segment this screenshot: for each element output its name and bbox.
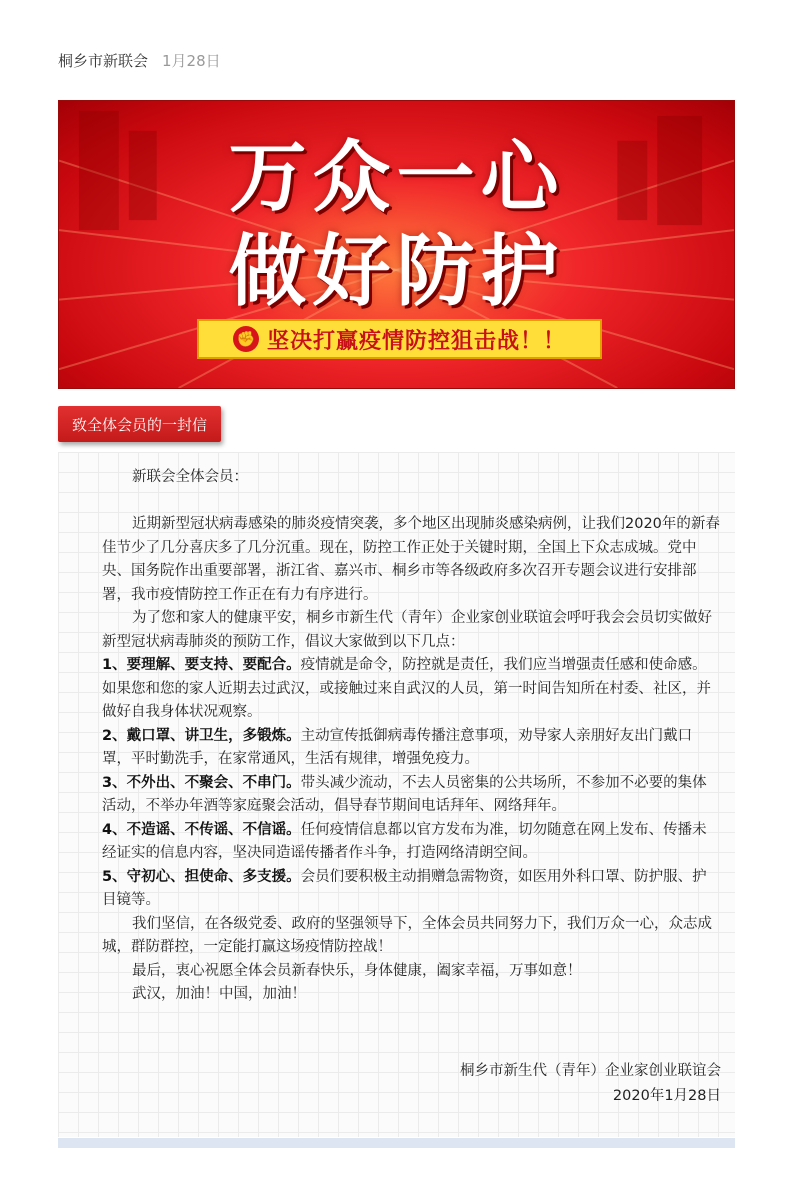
banner-slogan-bar <box>197 319 602 359</box>
banner-title-line2: 做好防护 <box>228 227 565 317</box>
point-heading: 3、不外出、不聚会、不串门。 <box>102 774 301 791</box>
letter-point-2 <box>58 725 721 772</box>
letter-paragraph: 为了您和家人的健康平安，桐乡市新生代（青年）企业家创业联谊会呼吁我会会员切实做好新型冠状病毒肺炎的预防工作，倡议大家做到以下几点： <box>102 610 712 650</box>
point-text: 疫情就是命令，防控就是责任，我们应当增强责任感和使命感。如果您和您的家人近期去过武汉，或接触过来自武汉的人员，第一时间告知所在村委、社区，并做好自我身体状况观察。 <box>102 657 711 720</box>
post-header <box>58 49 221 71</box>
letter-greeting: 新联会全体会员： <box>132 469 248 485</box>
point-text: 任何疫情信息都以官方发布为准，切勿随意在网上发布、传播未经证实的信息内容，坚决同造谣传播者作斗争，打造网络清朗空间。 <box>102 821 707 861</box>
account-name[interactable]: 桐乡市新联会 <box>58 51 149 70</box>
point-heading: 5、守初心、担使命、多支援。 <box>102 868 301 885</box>
signature-date: 2020年1月28日 <box>612 1088 721 1104</box>
fist-icon: ✊ <box>233 326 259 352</box>
letter-paragraph: 武汉，加油！中国，加油！ <box>132 986 306 1002</box>
point-heading: 4、不造谣、不传谣、不信谣。 <box>102 821 301 838</box>
banner-slogan: 坚决打赢疫情防控狙击战！！ <box>266 328 566 354</box>
letter-point-1 <box>58 654 721 725</box>
point-text: 会员们要积极主动捐赠急需物资，如医用外科口罩、防护服、护目镜等。 <box>102 868 707 908</box>
letter-point-3 <box>58 772 721 819</box>
letter-paragraph: 近期新型冠状病毒感染的肺炎疫情突袭，多个地区出现肺炎感染病例，让我们2020年的新春佳节少了几分喜庆多了几分沉重。现在，防控工作正处于关键时期，全国上下众志成城。党中央、国务院作出重要部署，浙江省、嘉兴市、桐乡市等各级政府多次召开专题会议进行安排部署，我市疫情防控工作正在有力有序进行。 <box>102 516 720 603</box>
footer-bar <box>58 1138 735 1148</box>
point-heading: 2、戴口罩、讲卫生，多锻炼。 <box>102 727 301 744</box>
letter-point-4 <box>58 819 721 866</box>
letter-body <box>58 452 735 1137</box>
letter-signature <box>460 1059 721 1109</box>
point-text: 主动宣传抵御病毒传播注意事项，劝导家人亲朋好友出门戴口罩，平时勤洗手，在家常通风，生活有规律，增强免疫力。 <box>102 727 693 767</box>
point-text: 带头减少流动，不去人员密集的公共场所，不参加不必要的集体活动，不举办年酒等家庭聚会活动，倡导春节期间电话拜年、网络拜年。 <box>102 774 707 814</box>
point-heading: 1、要理解、要支持、要配合。 <box>102 657 301 673</box>
banner-image <box>58 100 735 389</box>
signature-org: 桐乡市新生代（青年）企业家创业联谊会 <box>460 1063 721 1079</box>
letter-paragraph: 我们坚信，在各级党委、政府的坚强领导下，全体会员共同努力下，我们万众一心，众志成城，群防群控，一定能打赢这场疫情防控战！ <box>102 915 712 955</box>
post-date: 1月28日 <box>162 51 221 70</box>
section-tag: 致全体会员的一封信 <box>58 406 221 442</box>
letter-paragraph: 最后，衷心祝愿全体会员新春快乐，身体健康，阖家幸福，万事如意！ <box>132 962 582 979</box>
banner-title-line1: 万众一心 <box>228 133 565 223</box>
letter-point-5 <box>58 866 721 913</box>
